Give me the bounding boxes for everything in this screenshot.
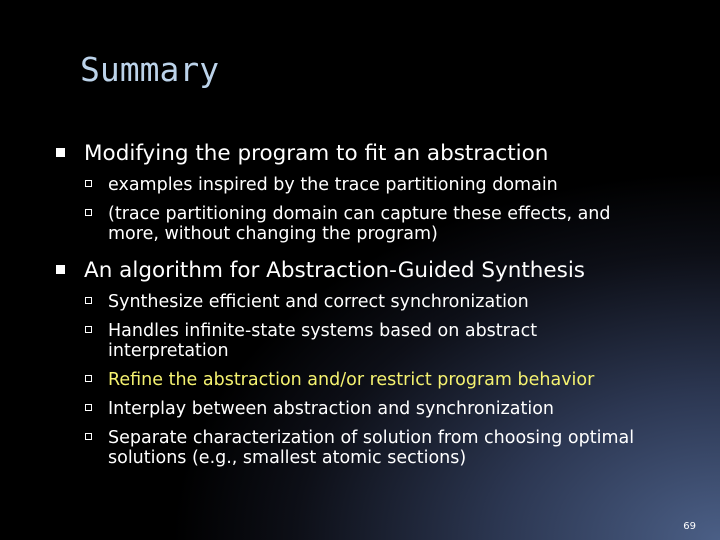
hollow-square-bullet-icon — [85, 433, 92, 440]
hollow-square-bullet-icon — [85, 326, 92, 333]
sub-bullet-text: Refine the abstraction and/or restrict program behavior — [108, 370, 595, 390]
bullet-algorithm — [56, 257, 706, 285]
sub-bullet-text: Interplay between abstraction and synchronization — [108, 399, 555, 419]
sub-bullet-item — [56, 203, 706, 245]
slide-body — [56, 140, 706, 476]
slide-number: 69 — [683, 521, 696, 532]
square-bullet-icon — [56, 265, 65, 274]
sub-bullet-text: Handles infinite-state systems based on abstract — [108, 321, 538, 341]
hollow-square-bullet-icon — [85, 180, 92, 187]
bullet-modifying-program — [56, 140, 706, 168]
sub-bullet-text-continued: more, without changing the program) — [108, 224, 438, 244]
sub-bullet-text: Separate characterization of solution from choosing optimal — [108, 428, 635, 448]
sub-bullet-item — [56, 291, 706, 313]
sub-bullet-text: Synthesize efficient and correct synchronization — [108, 292, 529, 312]
sub-bullet-item — [56, 174, 706, 196]
sub-bullet-item-highlighted — [56, 369, 706, 391]
bullet-heading: Modifying the program to fit an abstraction — [84, 141, 549, 166]
bullet-heading: An algorithm for Abstraction-Guided Synthesis — [84, 258, 585, 283]
hollow-square-bullet-icon — [85, 375, 92, 382]
sub-bullet-item — [56, 427, 706, 469]
hollow-square-bullet-icon — [85, 404, 92, 411]
sub-bullet-text-continued: solutions (e.g., smallest atomic sections) — [108, 448, 467, 468]
sub-bullet-text: (trace partitioning domain can capture these effects, and — [108, 204, 611, 224]
hollow-square-bullet-icon — [85, 297, 92, 304]
sub-bullet-text: examples inspired by the trace partitioning domain — [108, 175, 558, 195]
sub-bullet-item — [56, 320, 706, 362]
slide-title: Summary — [80, 50, 220, 89]
hollow-square-bullet-icon — [85, 209, 92, 216]
sub-bullet-text-continued: interpretation — [108, 341, 229, 361]
sub-bullet-item — [56, 398, 706, 420]
square-bullet-icon — [56, 148, 65, 157]
